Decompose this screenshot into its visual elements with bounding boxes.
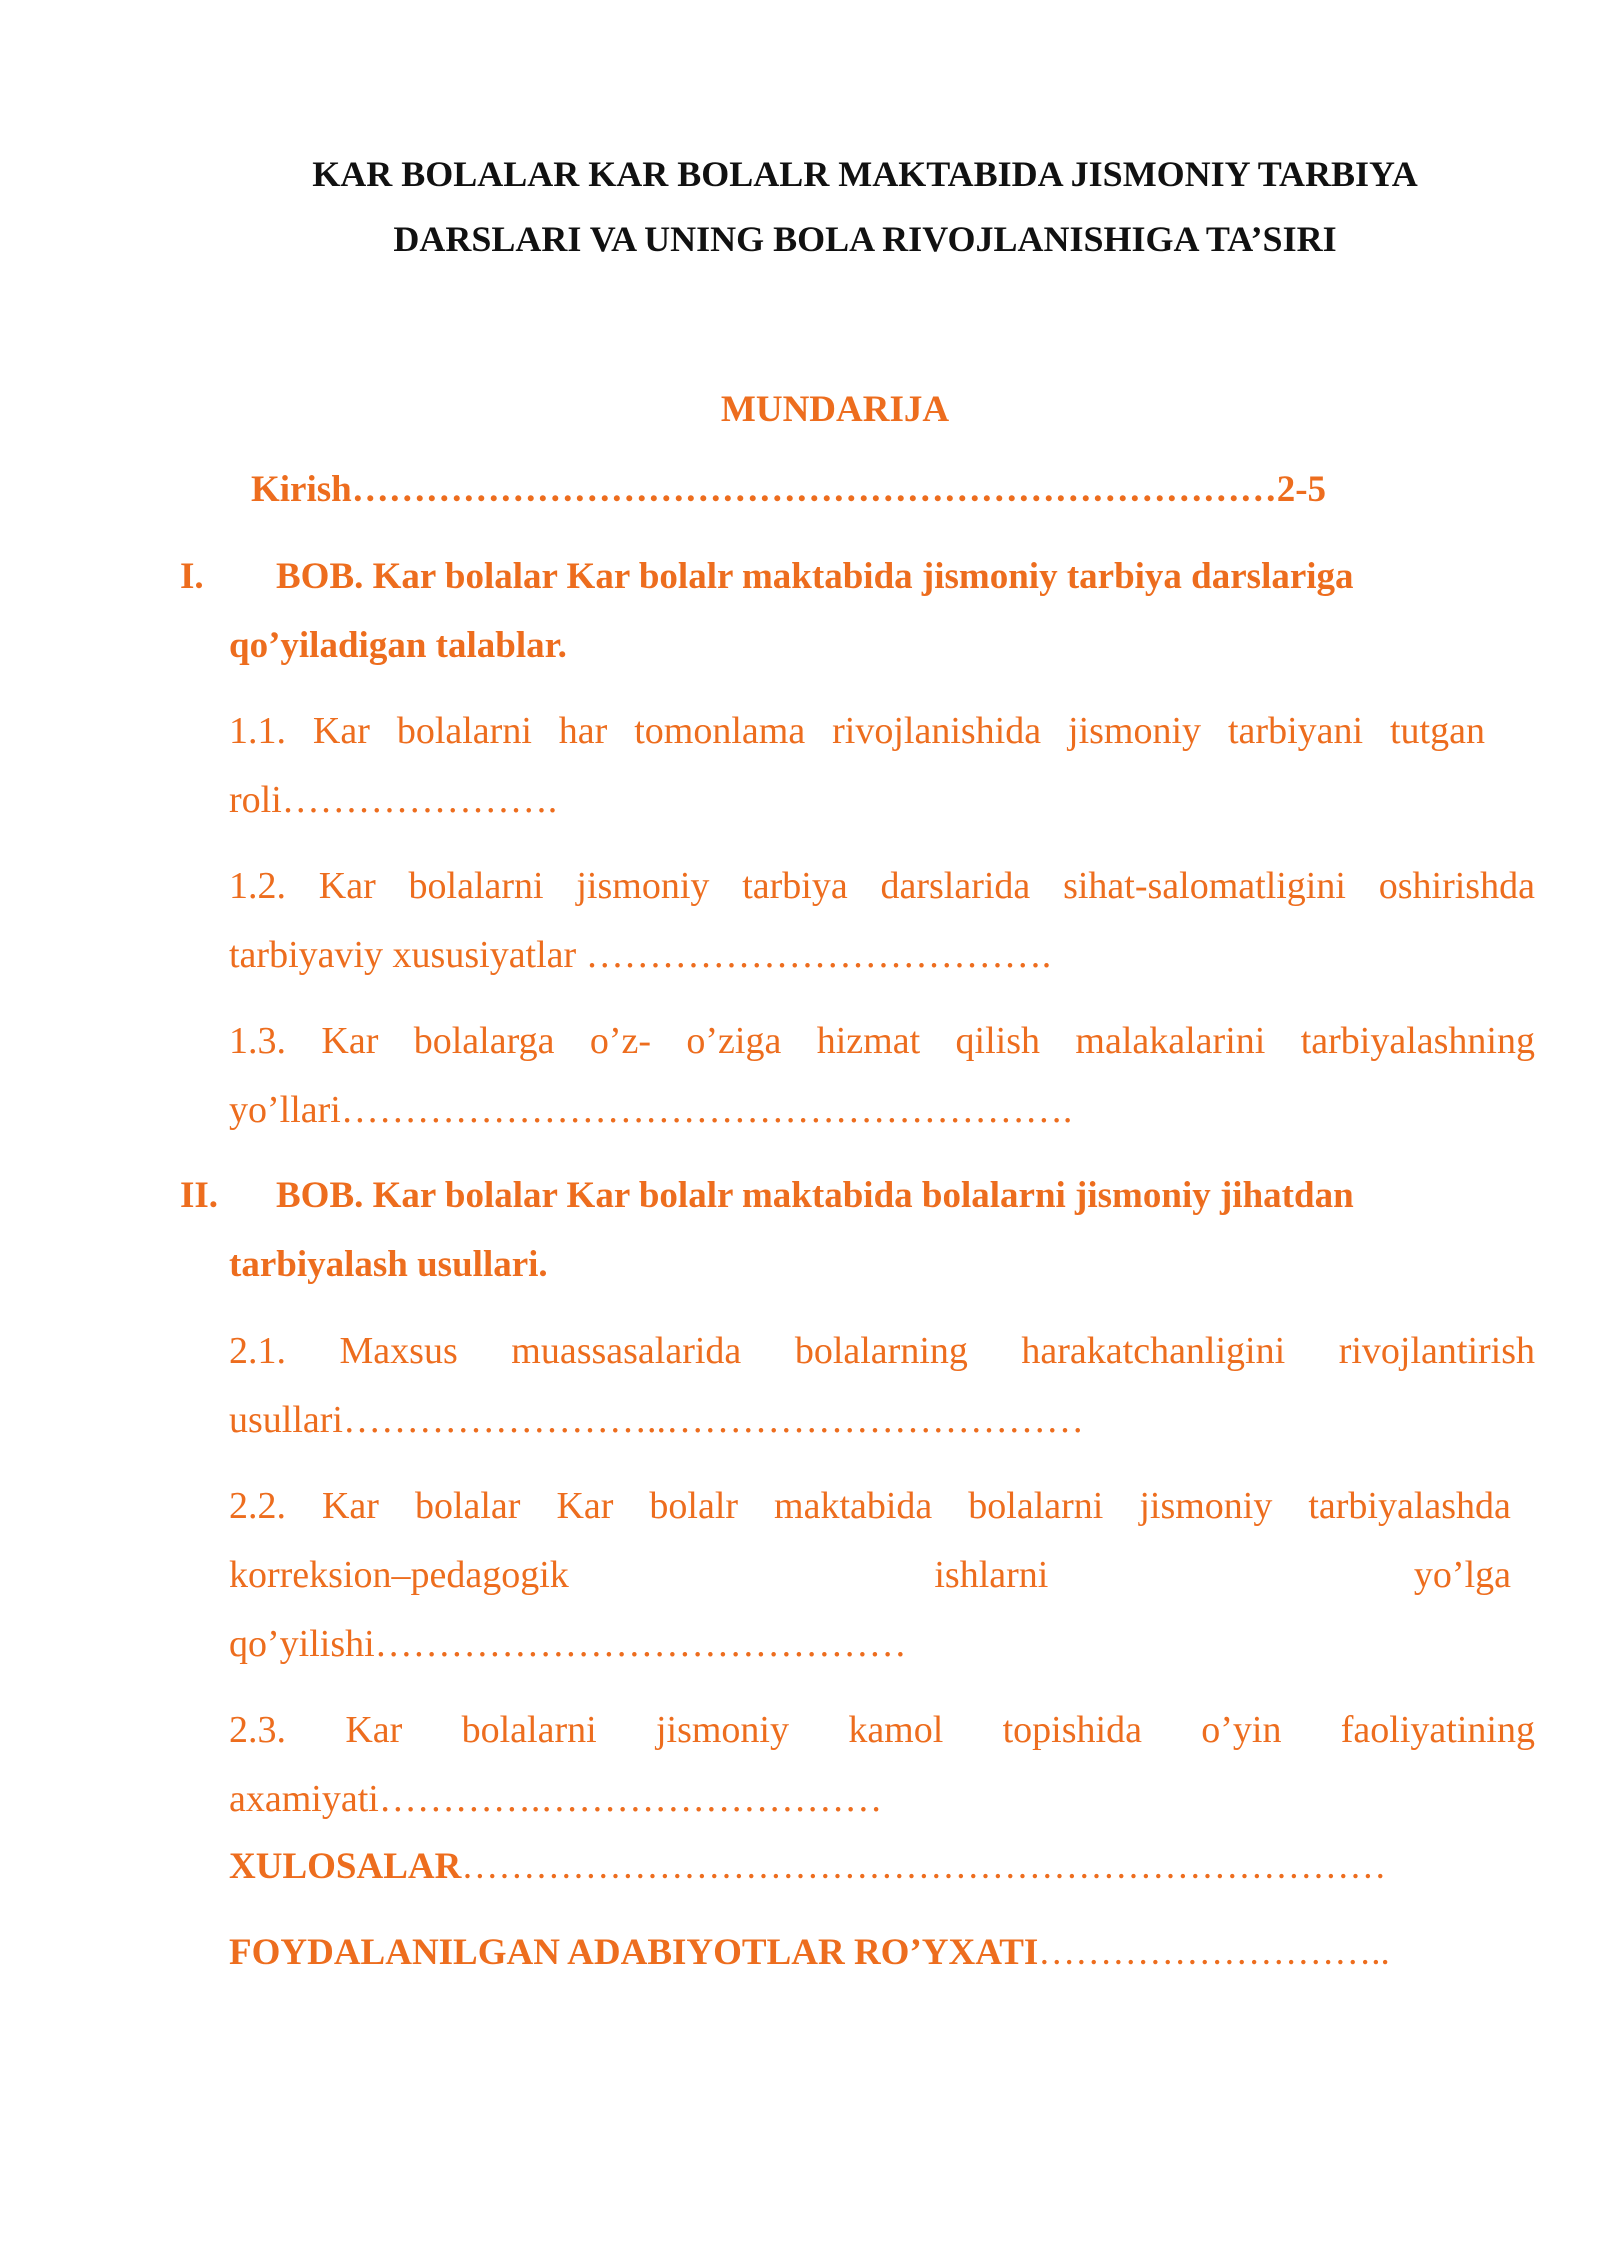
toc-word: Maxsus: [339, 1330, 458, 1372]
toc-word: qilish: [955, 1020, 1041, 1062]
toc-conclusions-label: XULOSALAR: [229, 1846, 462, 1887]
toc-word: maktabida: [774, 1485, 933, 1527]
toc-word: tomonlama: [634, 710, 806, 752]
toc-word: tarbiyani: [1227, 710, 1364, 752]
toc-word: muassasalarida: [511, 1330, 742, 1372]
toc-word: Kar: [321, 1020, 379, 1062]
toc-word: Kar: [556, 1485, 614, 1527]
toc-item-2-2-line-2: [229, 1550, 1511, 1600]
toc-word: 2.1.: [229, 1330, 286, 1372]
toc-word: kamol: [848, 1709, 944, 1751]
toc-word: Kar: [312, 710, 370, 752]
toc-word: har: [558, 710, 608, 752]
toc-item-1-1-line-2: roli………………….: [229, 779, 558, 821]
toc-item-2-2-line-1: [229, 1481, 1511, 1531]
toc-references-dots: ………………………..: [1038, 1932, 1390, 1973]
toc-item-2-2-line-3: qo’yilishi……………………………………: [229, 1623, 907, 1665]
toc-word: 1.2.: [229, 865, 286, 907]
chapter-2-title-line-2: tarbiyalash usullari.: [229, 1244, 548, 1285]
toc-word: harakatchanligini: [1021, 1330, 1286, 1372]
toc-word: jismoniy: [1139, 1485, 1273, 1527]
toc-word: jismoniy: [655, 1709, 789, 1751]
toc-word: tarbiyalashning: [1300, 1020, 1535, 1062]
toc-word: darslarida: [880, 865, 1031, 907]
toc-word: o’ziga: [686, 1020, 782, 1062]
toc-word: 1.3.: [229, 1020, 286, 1062]
toc-references: [229, 1928, 1390, 1978]
toc-item-2-3-line-2: axamiyati………….………………………: [229, 1778, 883, 1820]
toc-word: rivojlantirish: [1338, 1330, 1535, 1372]
toc-word: sihat-salomatligini: [1063, 865, 1346, 907]
toc-item-1-3-line-2: yo’llari………………………………………………….: [229, 1089, 1073, 1131]
contents-heading: MUNDARIJA: [720, 389, 950, 430]
toc-conclusions-dots: …………………………………………………………………: [461, 1846, 1387, 1887]
toc-references-label: FOYDALANILGAN ADABIYOTLAR RO’YXATI: [229, 1932, 1039, 1973]
toc-word: bolalarni: [408, 865, 544, 907]
chapter-1-title-line-2: qo’yiladigan talablar.: [229, 625, 567, 666]
toc-word: o’z-: [589, 1020, 652, 1062]
toc-item-1-3-line-1: [229, 1016, 1535, 1066]
toc-word: tutgan: [1389, 710, 1485, 752]
toc-item-2-3-line-1: [229, 1705, 1535, 1755]
toc-conclusions: [229, 1842, 1386, 1892]
toc-word: bolalarni: [968, 1485, 1104, 1527]
toc-word: tarbiyalashda: [1308, 1485, 1511, 1527]
chapter-1-number: I.: [180, 556, 204, 597]
toc-word: ishlarni: [934, 1554, 1049, 1596]
toc-item-1-2-line-1: [229, 861, 1535, 911]
toc-item-1-1-line-1: [229, 706, 1485, 756]
toc-word: bolalarni: [461, 1709, 597, 1751]
toc-word: 2.3.: [229, 1709, 286, 1751]
chapter-1-title-line-1: BOB. Kar bolalar Kar bolalr maktabida jismoniy tarbiya darslariga: [276, 556, 1354, 597]
toc-word: korreksion–pedagogik: [229, 1554, 569, 1596]
document-title-line-1: KAR BOLALAR KAR BOLALR MAKTABIDA JISMONIY TARBIYA: [312, 154, 1418, 194]
toc-word: bolalar: [414, 1485, 521, 1527]
document-title-line-2: DARSLARI VA UNING BOLA RIVOJLANISHIGA TA’SIRI: [393, 219, 1337, 259]
toc-word: Kar: [345, 1709, 403, 1751]
toc-item-1-2-line-2: tarbiyaviy xususiyatlar ……………………………….: [229, 934, 1052, 976]
toc-item-2-1-line-2: usullari……………………..……………………………: [229, 1399, 1084, 1441]
toc-word: yo’lga: [1413, 1554, 1511, 1596]
toc-word: malakalarini: [1075, 1020, 1266, 1062]
toc-word: oshirishda: [1378, 865, 1535, 907]
toc-word: 1.1.: [229, 710, 286, 752]
toc-word: tarbiya: [742, 865, 848, 907]
toc-word: bolalarning: [794, 1330, 968, 1372]
toc-word: bolalr: [649, 1485, 739, 1527]
toc-item-2-1-line-1: [229, 1326, 1535, 1376]
toc-word: Kar: [321, 1485, 379, 1527]
toc-word: jismoniy: [1068, 710, 1202, 752]
toc-word: bolalarni: [396, 710, 532, 752]
toc-word: o’yin: [1201, 1709, 1282, 1751]
chapter-2-title-line-1: BOB. Kar bolalar Kar bolalr maktabida bolalarni jismoniy jihatdan: [276, 1175, 1354, 1216]
toc-word: bolalarga: [413, 1020, 555, 1062]
toc-word: 2.2.: [229, 1485, 286, 1527]
toc-intro: Kirish…………………………………………………………………2-5: [251, 469, 1327, 510]
toc-word: Kar: [318, 865, 376, 907]
toc-word: hizmat: [816, 1020, 921, 1062]
toc-word: topishida: [1002, 1709, 1142, 1751]
toc-word: jismoniy: [576, 865, 710, 907]
toc-word: rivojlanishida: [832, 710, 1042, 752]
toc-word: faoliyatining: [1340, 1709, 1535, 1751]
chapter-2-number: II.: [180, 1175, 219, 1216]
